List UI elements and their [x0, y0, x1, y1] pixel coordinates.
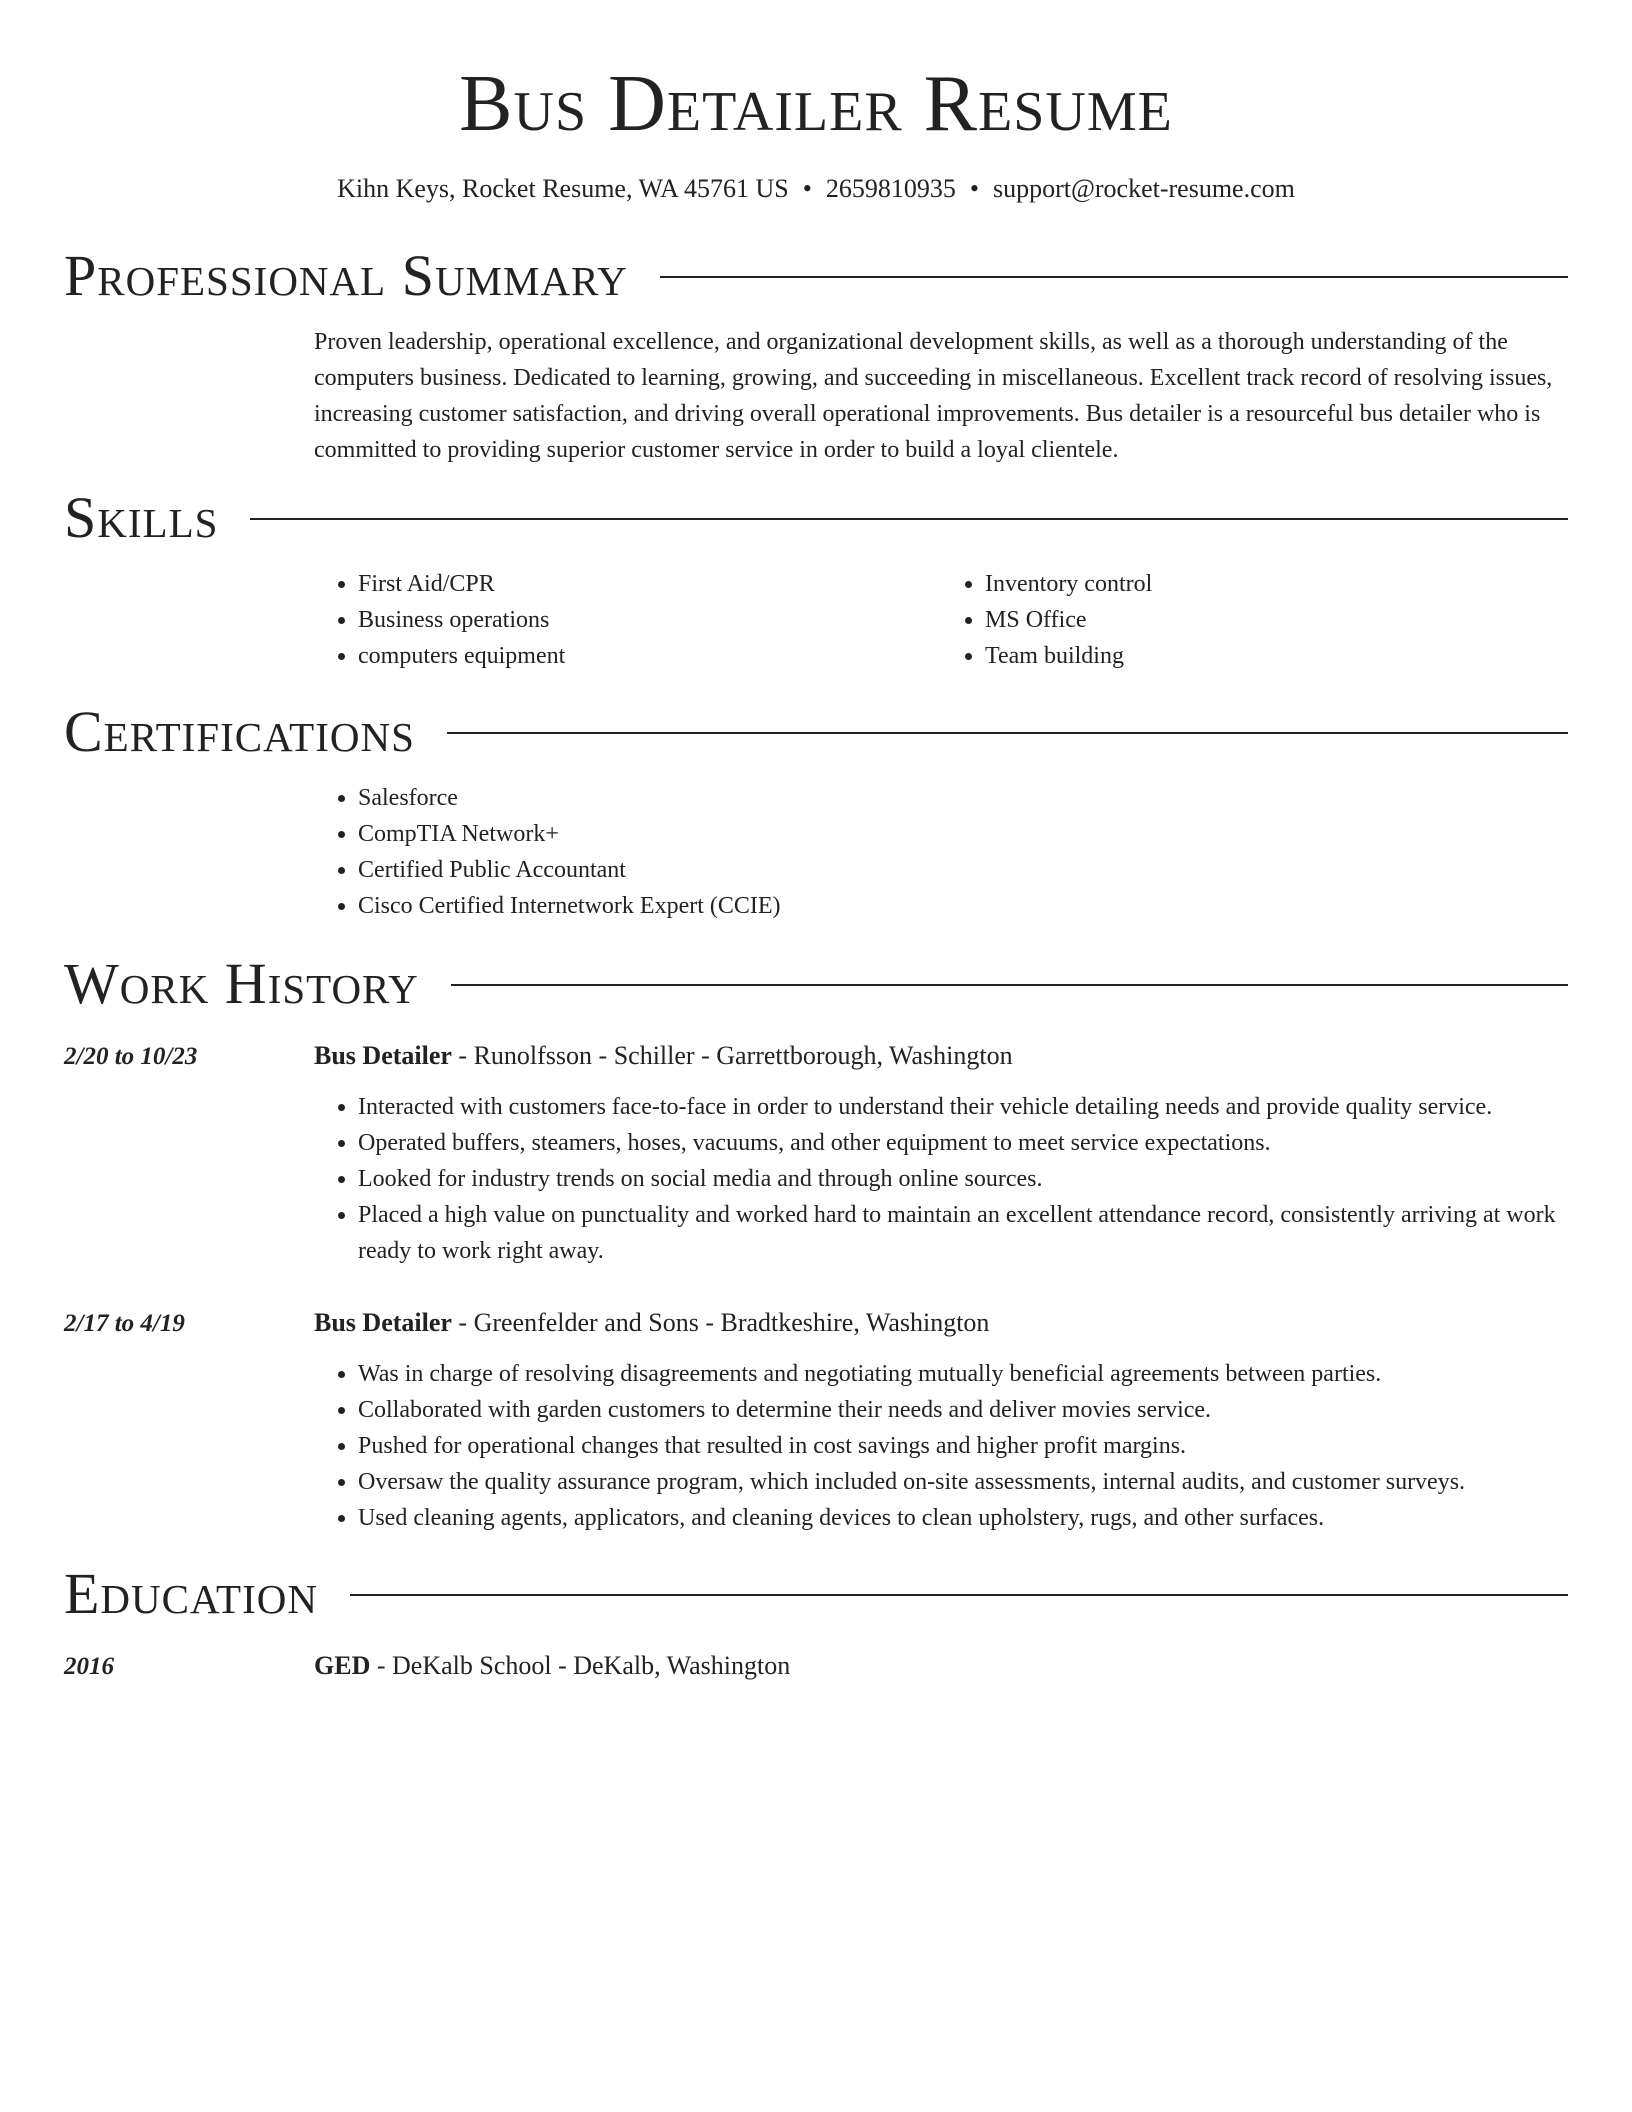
work-bullet: • Operated buffers, steamers, hoses, vacuums, and other equipment to meet service expectations.	[358, 1125, 1568, 1161]
skill-item: • computers equipment	[358, 638, 941, 674]
work-entry-dates: 2/20 to 10/23	[64, 1043, 198, 1070]
work-bullet: • Interacted with customers face-to-face in order to understand their vehicle detailing needs and provide quality service.	[358, 1089, 1568, 1125]
section-divider	[451, 984, 1568, 986]
section-divider	[447, 732, 1568, 734]
section-title-skills: Skills	[64, 485, 219, 550]
work-entry-header	[64, 1038, 1568, 1075]
work-entry-bullets	[314, 1356, 1568, 1536]
work-entry	[64, 1305, 1568, 1536]
contact-address: Kihn Keys, Rocket Resume, WA 45761 US	[337, 174, 789, 203]
work-entry-header	[64, 1305, 1568, 1342]
skill-item: • MS Office	[985, 602, 1568, 638]
work-entry-bullet-list	[314, 1356, 1568, 1536]
work-bullet: • Placed a high value on punctuality and worked hard to maintain an excellent attendance record, consistently arriving at work ready to work right away.	[358, 1197, 1568, 1269]
skill-item: • Team building	[985, 638, 1568, 674]
education-entry-header	[64, 1648, 1568, 1685]
education-details: - DeKalb School - DeKalb, Washington	[370, 1651, 791, 1680]
skill-item: • Business operations	[358, 602, 941, 638]
skill-item: • First Aid/CPR	[358, 566, 941, 602]
work-entry-dates: 2/17 to 4/19	[64, 1310, 185, 1337]
certifications-list	[314, 780, 1568, 924]
work-entry-role: Bus Detailer	[314, 1041, 452, 1070]
section-header-summary	[64, 240, 1568, 312]
contact-separator: •	[969, 174, 979, 203]
skills-columns	[314, 566, 1568, 674]
work-bullet: • Looked for industry trends on social media and through online sources.	[358, 1161, 1568, 1197]
skill-item: • Inventory control	[985, 566, 1568, 602]
work-entry-details: - Greenfelder and Sons - Bradtkeshire, Washington	[451, 1308, 990, 1337]
section-title-education: Education	[64, 1561, 318, 1626]
contact-line	[64, 172, 1568, 206]
section-divider	[350, 1594, 1568, 1596]
work-entry-bullets	[314, 1089, 1568, 1269]
section-title-summary: Professional Summary	[64, 243, 628, 308]
work-bullet: • Was in charge of resolving disagreements and negotiating mutually beneficial agreements between parties.	[358, 1356, 1568, 1392]
work-bullet: • Used cleaning agents, applicators, and cleaning devices to clean upholstery, rugs, and other surfaces.	[358, 1500, 1568, 1536]
skills-list-right	[941, 566, 1568, 674]
certification-item: • CompTIA Network+	[358, 816, 1568, 852]
skills-list-left	[314, 566, 941, 674]
certification-item: • Salesforce	[358, 780, 1568, 816]
work-entry-details: - Runolfsson - Schiller - Garrettborough, Washington	[451, 1041, 1013, 1070]
section-divider	[250, 518, 1568, 520]
education-entry	[64, 1648, 1568, 1685]
work-bullet: • Oversaw the quality assurance program, which included on-site assessments, internal audits, and customer surveys.	[358, 1464, 1568, 1500]
work-bullet: • Collaborated with garden customers to determine their needs and deliver movies service.	[358, 1392, 1568, 1428]
education-title	[314, 1648, 790, 1684]
section-header-certifications	[64, 696, 1568, 768]
work-entry-title	[314, 1305, 989, 1341]
work-bullet: • Pushed for operational changes that resulted in cost savings and higher profit margins.	[358, 1428, 1568, 1464]
work-entry-role: Bus Detailer	[314, 1308, 452, 1337]
section-title-certifications: Certifications	[64, 699, 415, 764]
education-degree: GED	[314, 1651, 371, 1680]
certification-item: • Certified Public Accountant	[358, 852, 1568, 888]
section-divider	[660, 276, 1568, 278]
section-header-work-history	[64, 948, 1568, 1020]
section-header-skills	[64, 482, 1568, 554]
contact-separator: •	[802, 174, 812, 203]
certifications-list-wrap	[314, 780, 1568, 924]
work-entry	[64, 1038, 1568, 1269]
summary-text: Proven leadership, operational excellence, and organizational development skills, as well as a thorough understanding of the computers business. Dedicated to learning, growing, and succeeding in miscellaneous. Excellent track record of resolving issues, increasing customer satisfaction, and driving overall operational improvements. Bus detailer is a resourceful bus detailer who is committed to providing superior customer service in order to build a loyal clientele.	[314, 329, 1553, 463]
contact-phone: 2659810935	[825, 174, 956, 203]
section-header-education	[64, 1558, 1568, 1630]
resume-title: Bus Detailer Resume	[459, 60, 1173, 148]
work-entry-title	[314, 1038, 1013, 1074]
work-entry-bullet-list	[314, 1089, 1568, 1269]
section-title-work-history: Work History	[64, 951, 419, 1016]
education-year: 2016	[64, 1653, 114, 1680]
certification-item: • Cisco Certified Internetwork Expert (CCIE)	[358, 888, 1568, 924]
contact-email[interactable]: support@rocket-resume.com	[992, 174, 1295, 203]
